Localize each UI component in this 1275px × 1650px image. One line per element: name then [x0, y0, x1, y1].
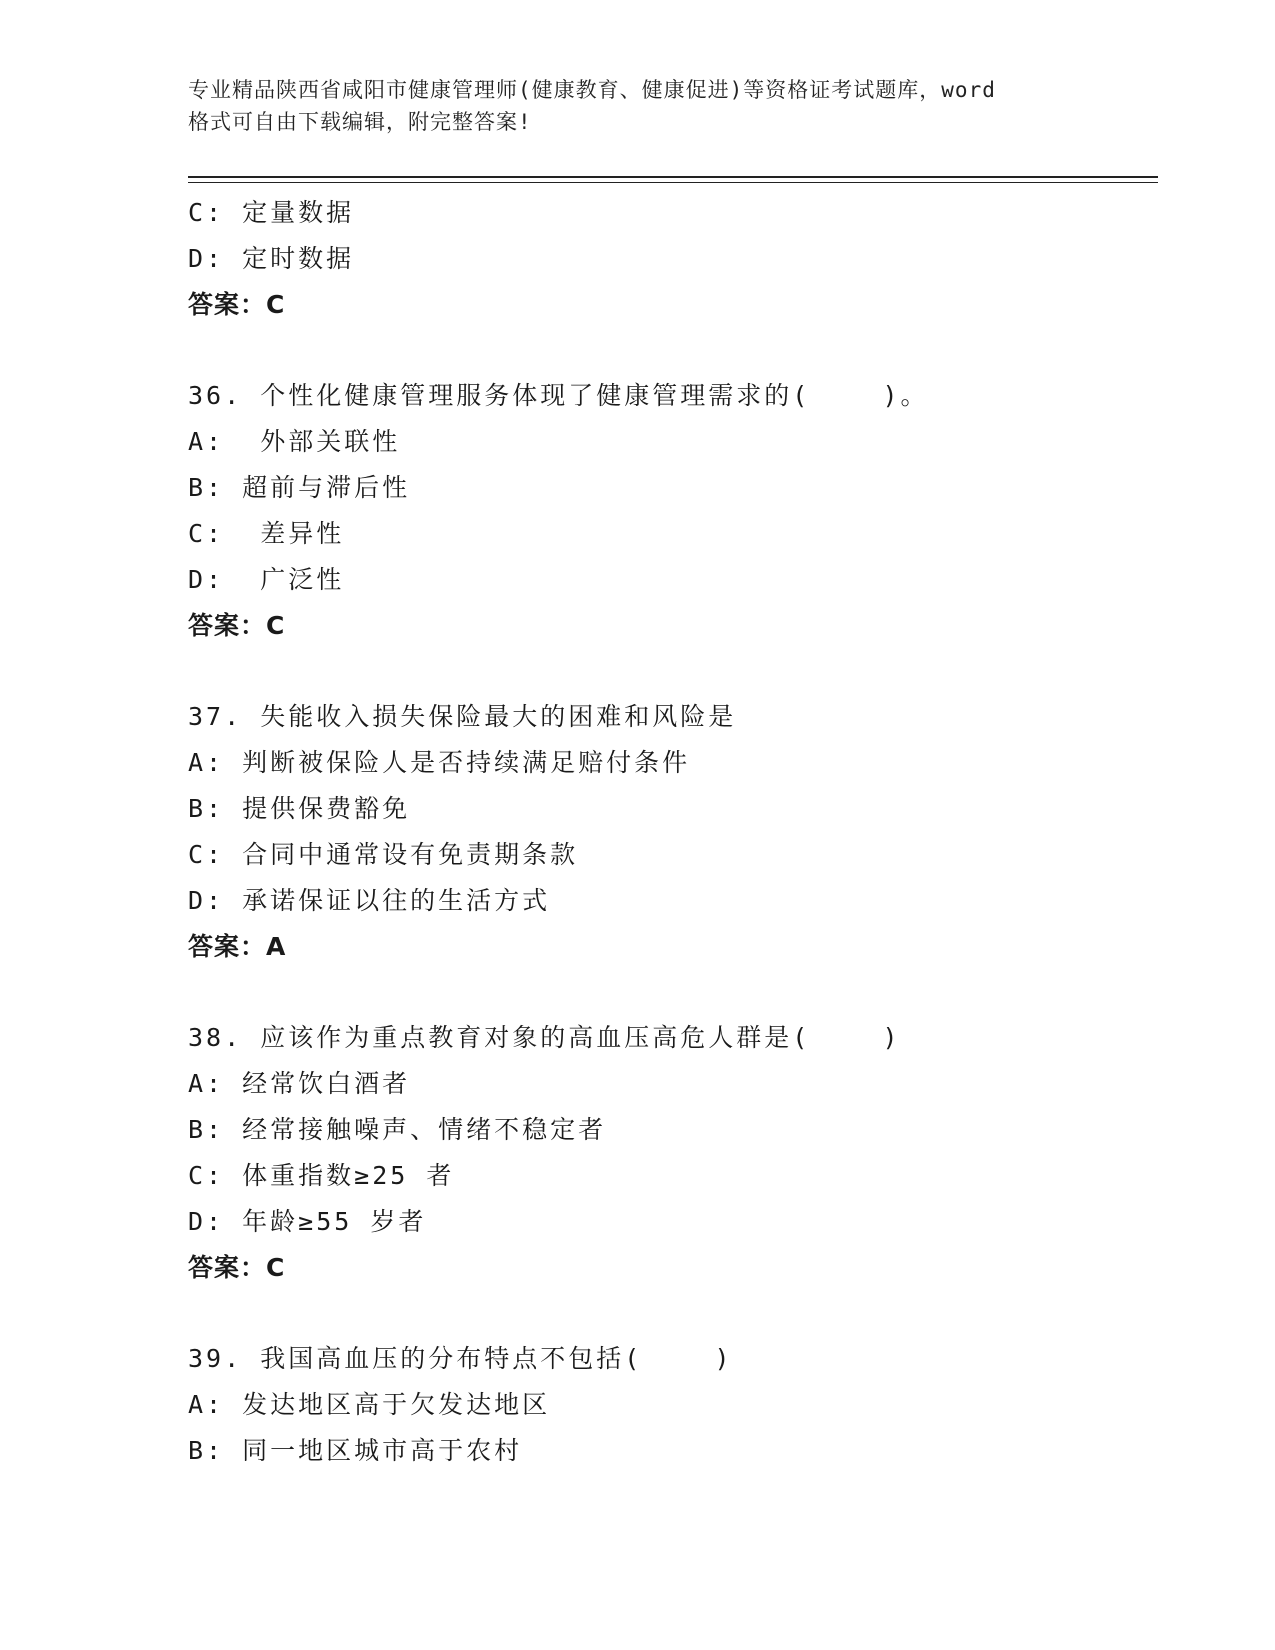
- answer-line: 答案：C: [188, 290, 286, 319]
- answer-line: 答案：C: [188, 1253, 286, 1282]
- option-b: B: 提供保费豁免: [188, 794, 411, 823]
- option-b: B: 经常接触噪声、情绪不稳定者: [188, 1115, 607, 1144]
- option-d: D: 广泛性: [188, 565, 345, 594]
- option-c: C: 合同中通常设有免责期条款: [188, 840, 579, 869]
- question-35-continued: [188, 190, 1178, 328]
- question-stem: 36. 个性化健康管理服务体现了健康管理需求的( )。: [188, 381, 929, 410]
- option-d: D: 承诺保证以往的生活方式: [188, 886, 551, 915]
- document-header: [188, 74, 1108, 138]
- header-divider-top: [188, 176, 1158, 178]
- option-c: C: 定量数据: [188, 198, 355, 227]
- question-stem: 39. 我国高血压的分布特点不包括( ): [188, 1344, 733, 1373]
- question-stem: 37. 失能收入损失保险最大的困难和风险是: [188, 702, 737, 731]
- option-a: A: 发达地区高于欠发达地区: [188, 1390, 551, 1419]
- option-a: A: 判断被保险人是否持续满足赔付条件: [188, 748, 691, 777]
- option-a: A: 经常饮白酒者: [188, 1069, 411, 1098]
- header-line-1: 专业精品陕西省咸阳市健康管理师(健康教育、健康促进)等资格证考试题库，word: [188, 78, 996, 102]
- question-39: [188, 1336, 1178, 1474]
- option-b: B: 同一地区城市高于农村: [188, 1436, 523, 1465]
- answer-line: 答案：A: [188, 932, 287, 961]
- option-d: D: 年龄≥55 岁者: [188, 1207, 427, 1236]
- option-a: A: 外部关联性: [188, 427, 401, 456]
- question-37: [188, 694, 1178, 970]
- header-line-2: 格式可自由下载编辑，附完整答案!: [188, 110, 532, 134]
- question-38: [188, 1015, 1178, 1291]
- header-divider-bottom: [188, 182, 1158, 183]
- question-36: [188, 373, 1178, 649]
- question-list: [188, 190, 1178, 1474]
- option-c: C: 差异性: [188, 519, 345, 548]
- option-c: C: 体重指数≥25 者: [188, 1161, 455, 1190]
- option-d: D: 定时数据: [188, 244, 355, 273]
- question-stem: 38. 应该作为重点教育对象的高血压高危人群是( ): [188, 1023, 901, 1052]
- option-b: B: 超前与滞后性: [188, 473, 411, 502]
- answer-line: 答案：C: [188, 611, 286, 640]
